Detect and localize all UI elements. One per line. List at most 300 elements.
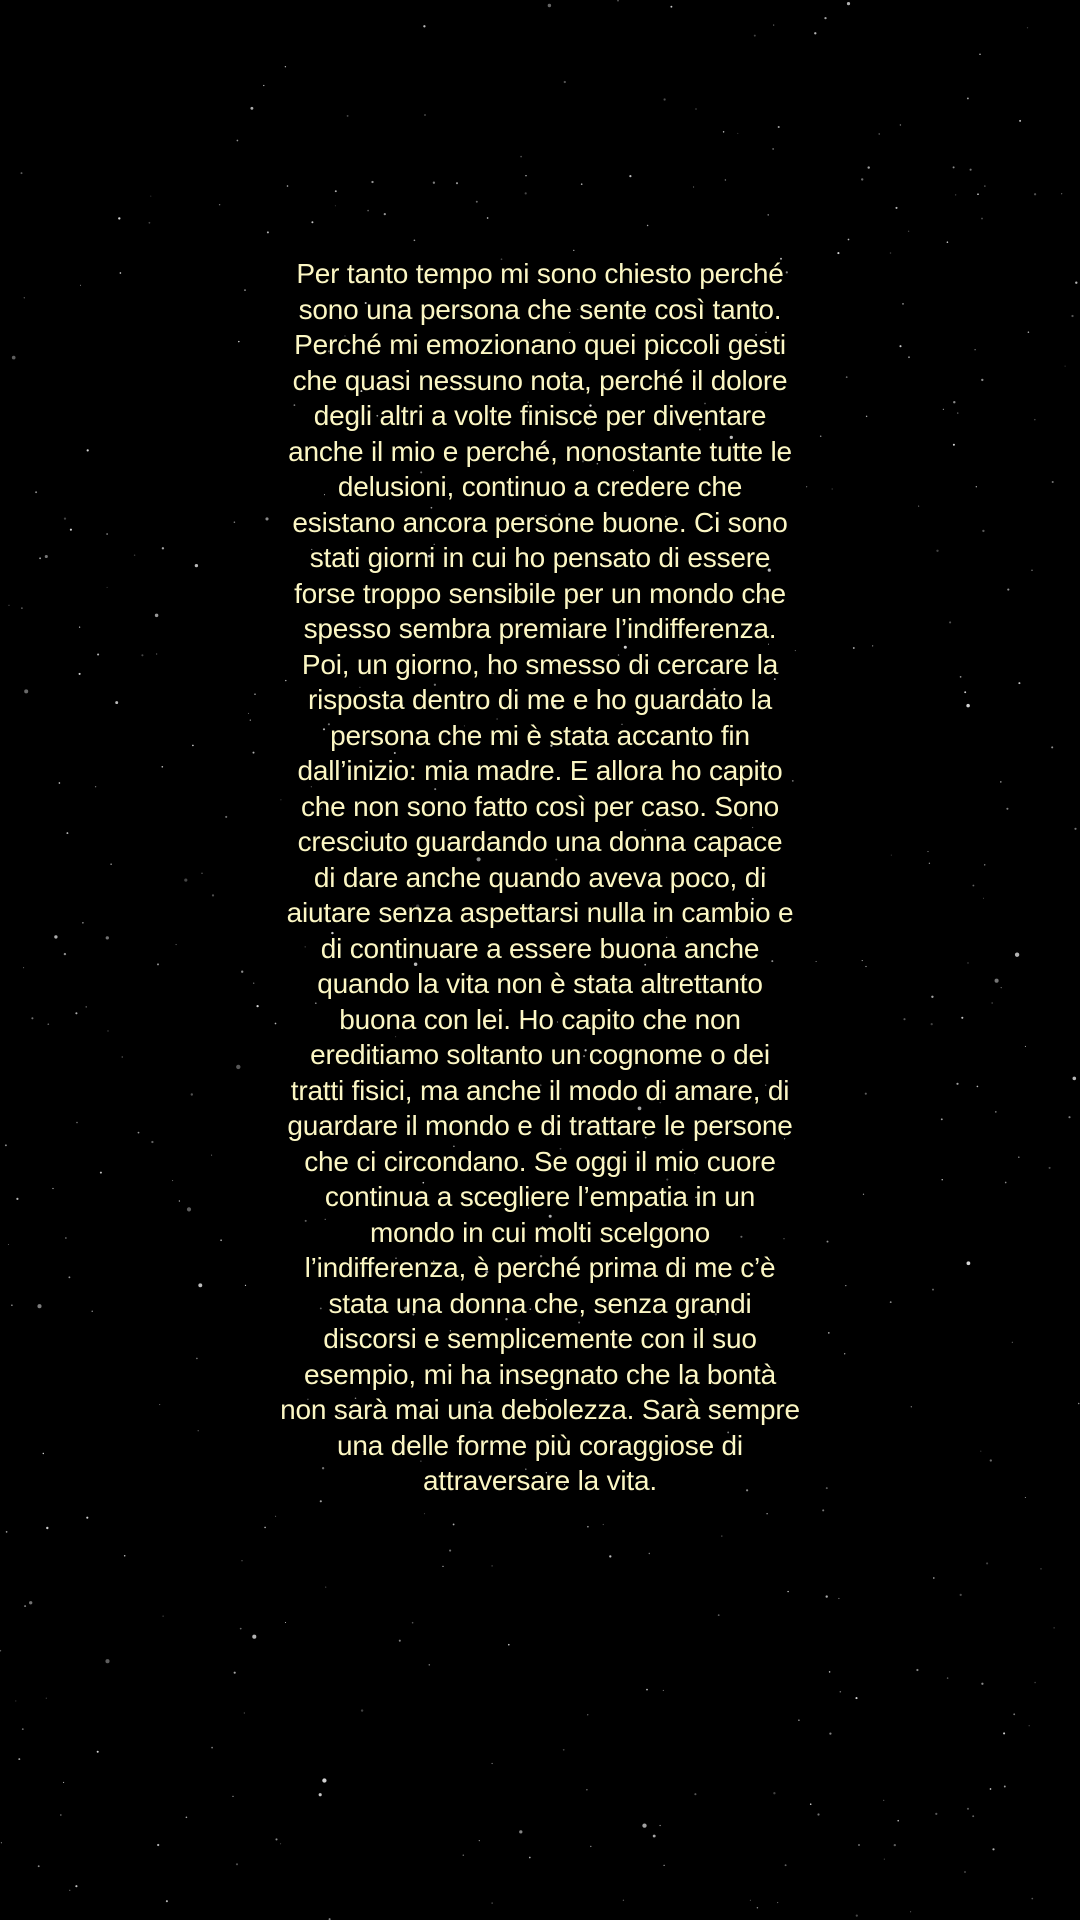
star-dot xyxy=(646,1689,648,1691)
star-dot xyxy=(45,555,48,558)
caption-line: forse troppo sensibile per un mondo che xyxy=(294,577,786,609)
star-dot xyxy=(424,1513,425,1514)
star-dot xyxy=(232,1796,233,1797)
star-dot xyxy=(8,605,9,606)
star-dot xyxy=(824,17,826,19)
star-dot xyxy=(166,1900,168,1902)
star-dot xyxy=(840,1691,842,1693)
star-dot xyxy=(219,204,220,205)
star-dot xyxy=(883,1800,884,1801)
star-dot xyxy=(155,614,158,617)
caption-line: dall’inizio: mia madre. E allora ho capito xyxy=(297,755,783,786)
caption-line: una delle forme più coraggiose di xyxy=(337,1429,743,1461)
star-dot xyxy=(492,1903,493,1904)
star-dot xyxy=(29,1601,32,1604)
star-dot xyxy=(932,1289,934,1291)
star-dot xyxy=(563,1749,565,1751)
star-dot xyxy=(967,97,969,99)
star-dot xyxy=(79,626,80,627)
star-dot xyxy=(31,1017,33,1019)
star-dot xyxy=(285,66,286,67)
star-dot xyxy=(844,1353,845,1354)
star-dot xyxy=(75,1012,77,1014)
star-dot xyxy=(487,217,489,219)
star-dot xyxy=(22,1728,24,1730)
star-dot xyxy=(1005,1182,1007,1184)
star-dot xyxy=(325,1586,326,1587)
caption-line: Per tanto tempo mi sono chiesto perché xyxy=(296,258,784,289)
star-dot xyxy=(192,745,194,747)
star-dot xyxy=(981,379,983,381)
star-dot xyxy=(156,653,157,654)
star-dot xyxy=(479,1840,480,1841)
caption-line: non sarà mai una debolezza. Sarà sempre xyxy=(280,1394,800,1425)
star-dot xyxy=(442,1566,443,1567)
star-dot xyxy=(863,1194,864,1195)
star-dot xyxy=(955,194,956,195)
caption-line: persona che mi è stata accanto fin xyxy=(330,719,750,751)
star-dot xyxy=(798,1719,800,1721)
star-dot xyxy=(186,1816,188,1818)
caption-line: esempio, mi ha insegnato che la bontà xyxy=(303,1358,777,1390)
star-dot xyxy=(629,175,631,177)
star-dot xyxy=(95,786,96,787)
star-dot xyxy=(1065,366,1066,367)
star-dot xyxy=(983,898,984,899)
star-dot xyxy=(1001,987,1002,988)
star-dot xyxy=(845,1285,846,1286)
star-dot xyxy=(1031,570,1032,571)
star-dot xyxy=(1000,781,1002,783)
caption-line: di continuare a essere buona anche xyxy=(320,932,760,964)
star-dot xyxy=(866,416,867,417)
star-dot xyxy=(371,181,373,183)
star-dot xyxy=(65,1237,66,1238)
star-dot xyxy=(263,85,264,86)
star-dot xyxy=(587,1526,589,1528)
star-dot xyxy=(992,1848,994,1850)
star-dot xyxy=(947,1677,948,1678)
star-dot xyxy=(107,1030,108,1031)
caption-line: che quasi nessuno nota, perché il dolore xyxy=(292,364,788,396)
star-dot xyxy=(66,832,68,834)
star-dot xyxy=(972,1815,974,1817)
star-dot xyxy=(617,0,619,2)
star-dot xyxy=(810,1803,812,1805)
star-dot xyxy=(1013,1713,1015,1715)
star-dot xyxy=(449,1550,451,1552)
star-dot xyxy=(1003,1732,1005,1734)
star-dot xyxy=(1051,746,1053,748)
star-dot xyxy=(929,863,930,864)
star-dot xyxy=(941,1118,943,1120)
star-dot xyxy=(1,1842,2,1843)
caption-line: ereditiamo soltanto un cognome o dei xyxy=(310,1039,770,1070)
star-dot xyxy=(981,1683,983,1685)
star-dot xyxy=(429,1664,430,1665)
star-dot xyxy=(1007,589,1009,591)
star-dot xyxy=(943,409,944,410)
star-dot xyxy=(787,1591,788,1592)
star-dot xyxy=(967,1261,971,1265)
star-dot xyxy=(822,1509,824,1511)
star-dot xyxy=(453,1523,455,1525)
star-dot xyxy=(1040,1568,1041,1569)
star-dot xyxy=(75,1885,77,1887)
star-dot xyxy=(8,1244,9,1245)
star-dot xyxy=(196,1358,198,1360)
star-dot xyxy=(848,239,850,241)
star-dot xyxy=(972,885,974,887)
star-dot xyxy=(942,1179,943,1180)
star-dot xyxy=(5,1144,7,1146)
caption-line: tratti fisici, ma anche il modo di amare, di xyxy=(290,1074,790,1106)
star-dot xyxy=(768,214,769,215)
star-dot xyxy=(862,960,863,961)
star-dot xyxy=(106,533,108,535)
caption-line: risposta dentro di me e ho guardato la xyxy=(307,684,773,715)
star-dot xyxy=(949,621,951,623)
star-dot xyxy=(191,1093,193,1095)
star-dot xyxy=(847,2,850,5)
star-dot xyxy=(529,1857,531,1859)
star-dot xyxy=(956,1083,958,1085)
star-dot xyxy=(80,285,81,286)
star-dot xyxy=(122,1056,123,1057)
star-dot xyxy=(179,1200,180,1201)
star-dot xyxy=(236,1863,238,1865)
star-dot xyxy=(35,491,37,493)
star-dot xyxy=(1078,1403,1080,1405)
star-dot xyxy=(927,851,928,852)
star-dot xyxy=(660,1825,661,1826)
star-dot xyxy=(957,413,958,414)
star-dot xyxy=(201,872,203,874)
caption-line: quando la vita non è stata altrettanto xyxy=(317,968,763,999)
star-dot xyxy=(120,272,122,274)
star-dot xyxy=(984,186,985,187)
star-dot xyxy=(86,1517,88,1519)
star-dot xyxy=(1025,1497,1026,1498)
star-dot xyxy=(1052,481,1054,483)
star-dot xyxy=(931,1023,933,1025)
star-dot xyxy=(399,1640,401,1642)
star-dot xyxy=(982,530,984,532)
star-dot xyxy=(855,1697,857,1699)
caption-line: stata una donna che, senza grandi xyxy=(328,1287,752,1319)
star-dot xyxy=(134,554,135,555)
star-dot xyxy=(525,175,526,176)
star-dot xyxy=(162,1615,163,1616)
star-dot xyxy=(908,356,910,358)
star-dot xyxy=(903,1018,905,1020)
star-dot xyxy=(367,210,369,212)
star-dot xyxy=(63,1782,64,1783)
star-dot xyxy=(1018,1156,1020,1158)
star-dot xyxy=(110,864,111,865)
star-dot xyxy=(250,107,253,110)
star-dot xyxy=(773,1792,775,1794)
star-dot xyxy=(172,1180,173,1181)
star-dot xyxy=(623,1900,624,1901)
star-dot xyxy=(54,935,57,938)
star-dot xyxy=(198,1283,202,1287)
star-dot xyxy=(23,967,24,968)
star-dot xyxy=(772,148,773,149)
star-dot xyxy=(508,1644,510,1646)
caption-line: degli altri a volte finisce per diventare xyxy=(313,400,767,431)
star-dot xyxy=(953,401,955,403)
star-dot xyxy=(150,196,151,197)
star-dot xyxy=(211,1155,212,1156)
star-dot xyxy=(935,1813,937,1815)
star-dot xyxy=(981,218,983,220)
star-dot xyxy=(663,98,665,100)
star-dot xyxy=(195,564,198,567)
star-dot xyxy=(15,1700,16,1701)
star-dot xyxy=(1075,282,1077,284)
star-dot xyxy=(37,1304,41,1308)
caption-line: che non sono fatto così per caso. Sono xyxy=(300,790,780,822)
star-dot xyxy=(933,1577,935,1579)
caption-line: delusioni, continuo a credere che xyxy=(337,471,743,502)
star-dot xyxy=(1019,120,1021,122)
star-dot xyxy=(721,1535,722,1536)
star-dot xyxy=(87,449,89,451)
star-dot xyxy=(1029,1725,1030,1726)
star-dot xyxy=(212,894,214,896)
star-dot xyxy=(151,1141,153,1143)
star-dot xyxy=(773,25,774,26)
star-dot xyxy=(856,1915,858,1917)
star-dot xyxy=(737,133,738,134)
caption-line: esistano ancora persone buone. Ci sono xyxy=(292,506,788,538)
star-dot xyxy=(1074,828,1076,830)
star-dot xyxy=(961,1017,963,1019)
star-dot xyxy=(320,1500,322,1502)
star-dot xyxy=(757,1907,758,1908)
star-dot xyxy=(82,922,84,924)
star-dot xyxy=(492,1763,493,1764)
star-dot xyxy=(837,252,839,254)
star-dot xyxy=(97,653,99,655)
caption-line: spesso sembra premiare l’indifferenza. xyxy=(303,613,777,644)
star-dot xyxy=(491,1565,493,1567)
star-dot xyxy=(412,1622,414,1624)
star-dot xyxy=(184,879,187,882)
story-caption xyxy=(240,256,840,1499)
star-dot xyxy=(694,1793,696,1795)
star-dot xyxy=(1049,1167,1051,1169)
star-dot xyxy=(891,855,892,856)
caption-line: di dare anche quando aveva poco, di xyxy=(313,861,767,893)
star-dot xyxy=(647,225,648,226)
star-dot xyxy=(118,217,120,219)
star-dot xyxy=(361,1709,363,1711)
star-dot xyxy=(785,1864,787,1866)
star-dot xyxy=(105,1659,109,1663)
star-dot xyxy=(161,766,163,768)
star-dot xyxy=(162,547,164,549)
star-dot xyxy=(868,166,870,168)
star-dot xyxy=(960,1594,962,1596)
caption-line: continua a scegliere l’empatia in un xyxy=(324,1181,756,1212)
star-dot xyxy=(59,782,61,784)
star-dot xyxy=(252,1635,256,1639)
star-dot xyxy=(817,1813,819,1815)
star-dot xyxy=(287,185,289,187)
star-dot xyxy=(24,689,28,693)
star-dot xyxy=(908,231,909,232)
star-dot xyxy=(977,1086,979,1088)
star-dot xyxy=(990,1459,992,1461)
star-dot xyxy=(311,221,313,223)
star-dot xyxy=(520,156,522,158)
star-dot xyxy=(92,1311,93,1312)
star-dot xyxy=(995,1111,997,1113)
star-dot xyxy=(865,1093,867,1095)
star-dot xyxy=(693,186,694,187)
star-dot xyxy=(964,1871,965,1872)
star-dot xyxy=(918,506,919,507)
star-dot xyxy=(525,192,527,194)
star-dot xyxy=(947,241,949,243)
star-dot xyxy=(953,444,955,446)
star-dot xyxy=(899,345,901,347)
star-dot xyxy=(894,1844,896,1846)
star-dot xyxy=(456,182,458,184)
star-dot xyxy=(1018,682,1020,684)
star-dot xyxy=(829,1671,831,1673)
star-dot xyxy=(695,108,696,109)
star-dot xyxy=(12,356,16,360)
star-dot xyxy=(846,376,848,378)
star-dot xyxy=(663,1690,664,1691)
star-dot xyxy=(953,166,955,168)
star-dot xyxy=(384,213,386,215)
star-dot xyxy=(992,1003,993,1004)
star-dot xyxy=(1028,331,1030,333)
star-dot xyxy=(176,944,177,945)
star-dot xyxy=(911,1406,912,1407)
star-dot xyxy=(872,645,873,646)
star-dot xyxy=(970,169,972,171)
star-dot xyxy=(865,966,866,967)
star-dot xyxy=(548,4,551,7)
star-dot xyxy=(241,1560,242,1561)
star-dot xyxy=(890,1301,892,1303)
star-dot xyxy=(285,1622,286,1623)
caption-line: discorsi e semplicemente con il suo xyxy=(323,1323,757,1354)
star-dot xyxy=(141,654,143,656)
star-dot xyxy=(990,1788,992,1790)
caption-line: Poi, un giorno, ho smesso di cercare la xyxy=(301,648,779,680)
star-dot xyxy=(984,864,985,865)
star-dot xyxy=(900,124,901,125)
star-dot xyxy=(1006,808,1008,810)
caption-line: mondo in cui molti scelgono xyxy=(369,1216,711,1248)
star-dot xyxy=(1004,1786,1006,1788)
star-dot xyxy=(225,816,227,818)
star-dot xyxy=(240,1628,242,1630)
star-dot xyxy=(564,81,566,83)
star-dot xyxy=(414,239,416,241)
star-dot xyxy=(6,1531,8,1533)
star-dot xyxy=(838,1598,839,1599)
star-dot xyxy=(936,550,938,552)
star-dot xyxy=(642,1823,646,1827)
star-dot xyxy=(76,1122,78,1124)
star-dot xyxy=(424,114,426,116)
star-dot xyxy=(21,607,23,609)
star-dot xyxy=(878,133,879,134)
star-dot xyxy=(897,1820,899,1822)
star-dot xyxy=(46,1527,48,1529)
star-dot xyxy=(960,676,962,678)
star-dot xyxy=(1012,1342,1013,1343)
star-dot xyxy=(60,1814,62,1816)
star-dot xyxy=(967,962,968,963)
star-dot xyxy=(1068,1116,1070,1118)
star-dot xyxy=(895,207,897,209)
star-dot xyxy=(603,1524,604,1525)
star-dot xyxy=(884,1859,885,1860)
star-dot xyxy=(335,205,336,206)
caption-line: guardare il mondo e di trattare le persone xyxy=(287,1110,793,1141)
star-dot xyxy=(890,252,892,254)
star-dot xyxy=(829,1733,831,1735)
star-dot xyxy=(586,1789,587,1790)
star-dot xyxy=(670,6,672,8)
star-dot xyxy=(275,1838,277,1840)
star-dot xyxy=(858,1844,860,1846)
star-dot xyxy=(46,1698,47,1699)
star-dot xyxy=(1034,419,1036,421)
star-dot xyxy=(21,172,23,174)
star-dot xyxy=(653,1835,656,1838)
star-dot xyxy=(38,1865,40,1867)
star-dot xyxy=(149,222,151,224)
star-dot xyxy=(264,1527,266,1529)
star-dot xyxy=(234,521,236,523)
star-dot xyxy=(280,1843,281,1844)
star-dot xyxy=(11,1305,12,1306)
star-dot xyxy=(977,193,979,195)
star-dot xyxy=(476,201,478,203)
star-dot xyxy=(931,996,933,998)
star-dot xyxy=(16,1198,18,1200)
star-dot xyxy=(220,1239,222,1241)
star-dot xyxy=(64,517,66,519)
caption-line: anche il mio e perché, nonostante tutte le xyxy=(288,435,792,467)
star-dot xyxy=(725,179,726,180)
star-dot xyxy=(18,1758,20,1760)
star-dot xyxy=(964,691,966,693)
star-dot xyxy=(723,131,724,132)
star-dot xyxy=(198,1430,199,1431)
star-dot xyxy=(980,1451,981,1452)
star-dot xyxy=(115,701,118,704)
star-dot xyxy=(986,1562,988,1564)
star-dot xyxy=(24,1605,26,1607)
star-dot xyxy=(910,1911,911,1912)
caption-line: attraversare la vita. xyxy=(423,1465,657,1496)
star-dot xyxy=(1034,1682,1036,1684)
star-dot xyxy=(97,1751,99,1753)
star-dot xyxy=(777,1902,778,1903)
star-dot xyxy=(718,1614,720,1616)
star-dot xyxy=(24,297,25,298)
